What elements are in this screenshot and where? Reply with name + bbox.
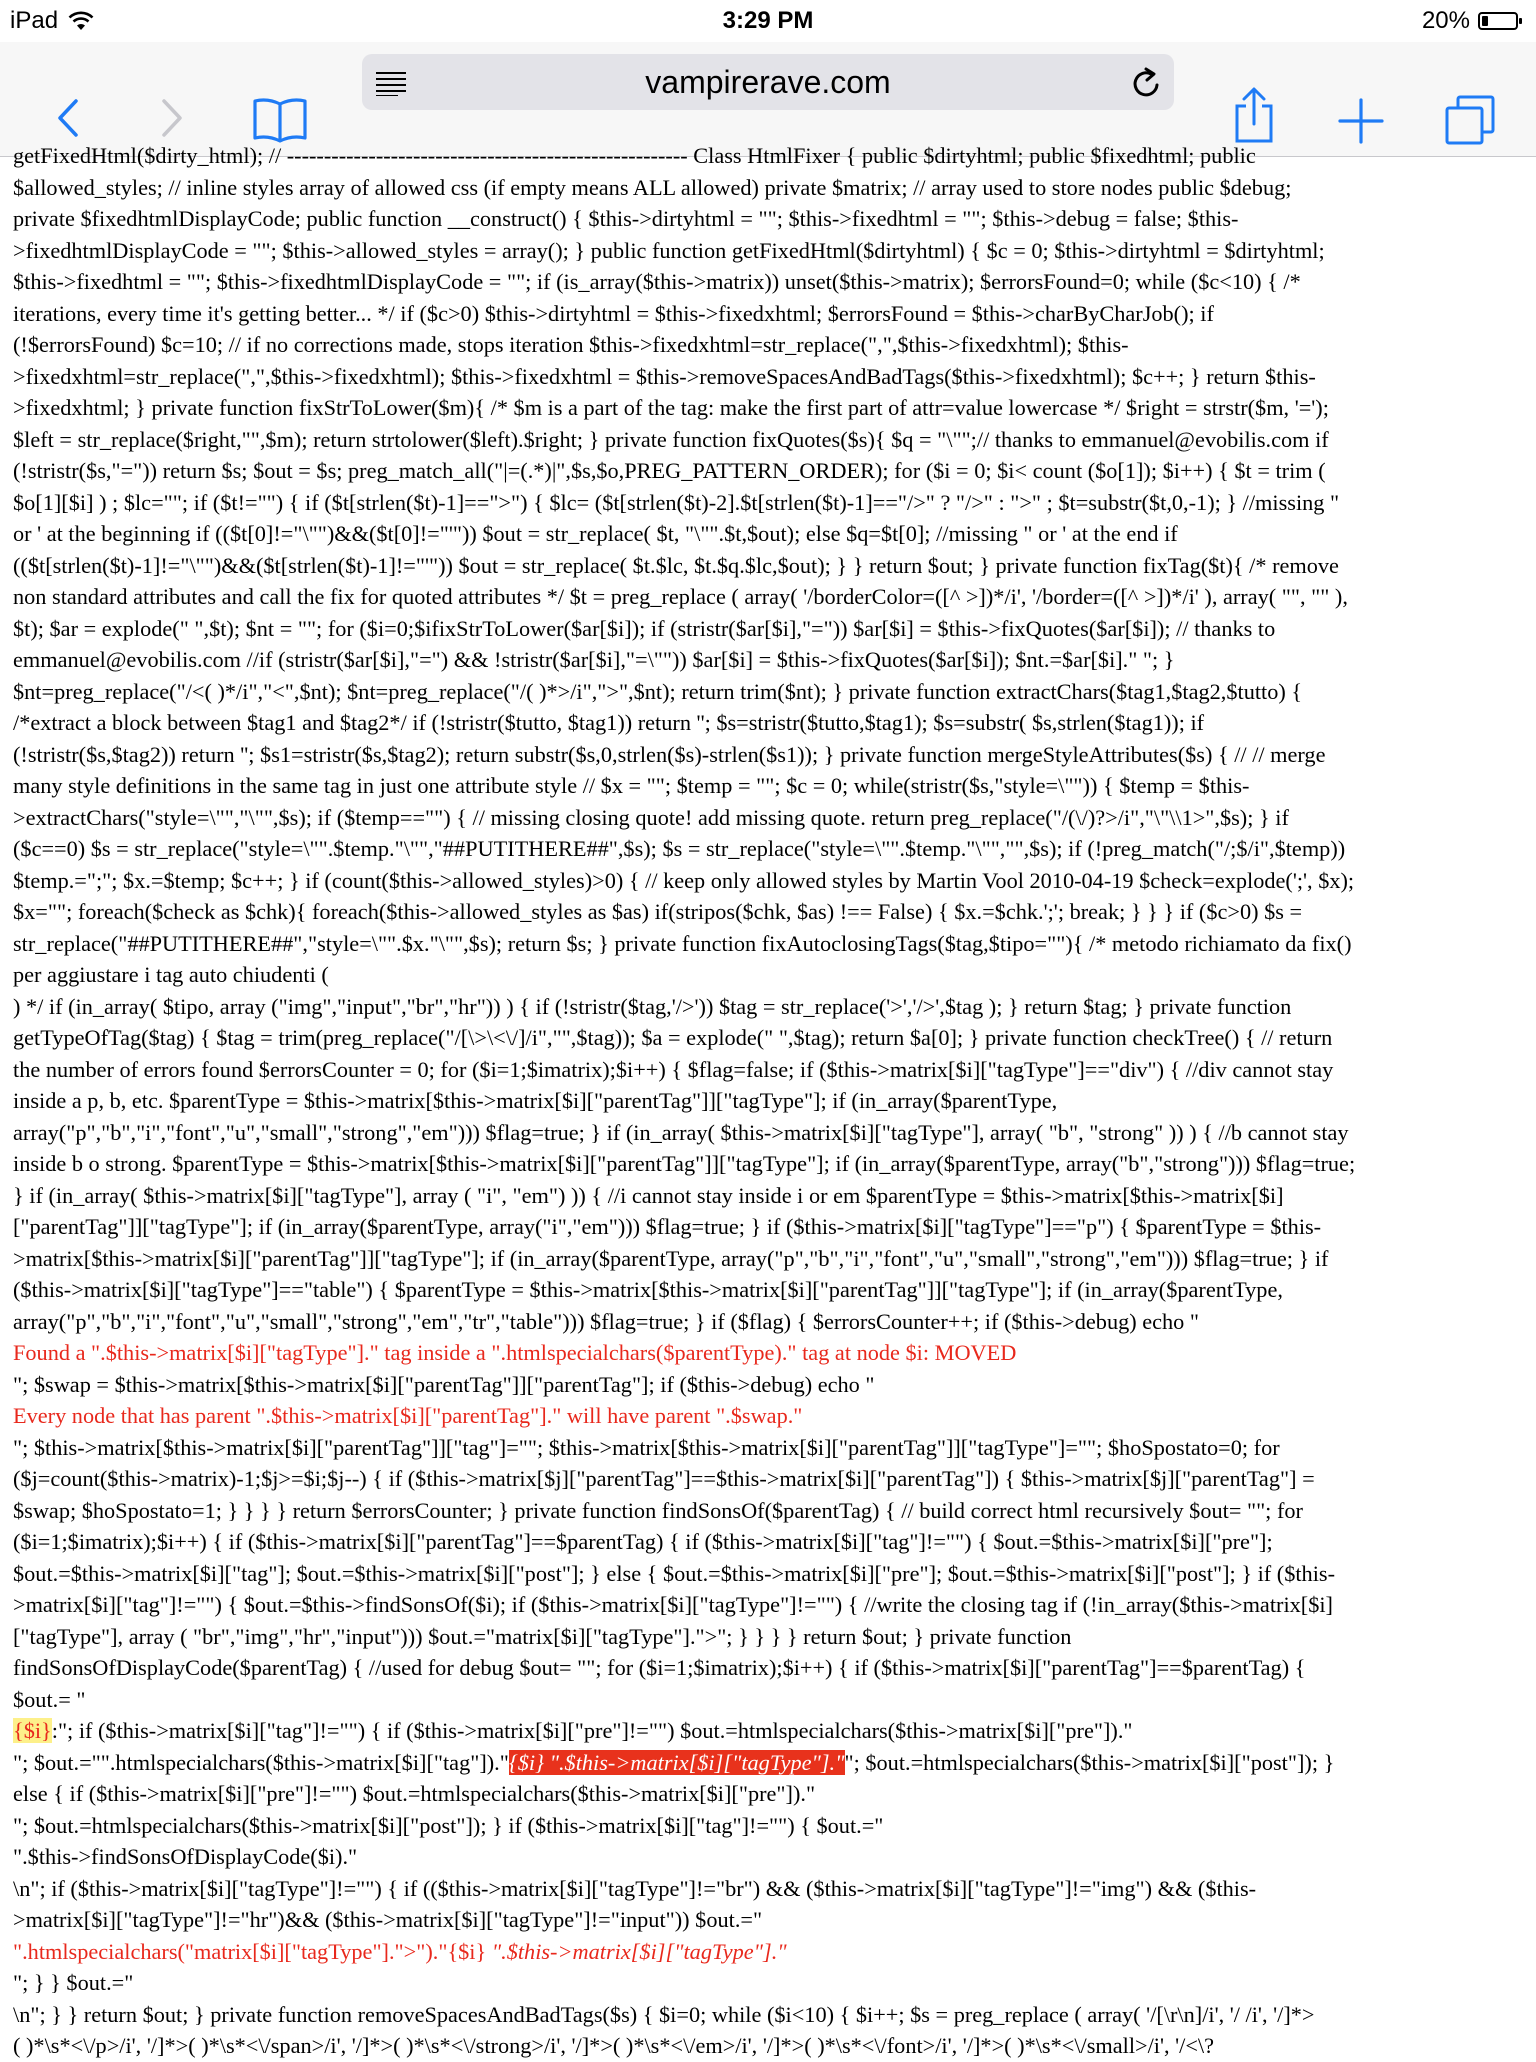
- si-rest: :"; if ($this->matrix[$i]["tag"]!="") { if ($this->matrix[$i]["pre"]!="") $out.=htmlspecialchars($this->matrix[$i]["pre"]).": [51, 1718, 1133, 1743]
- swap-line: "; $swap = $this->matrix[$this->matrix[$i]["parentTag"]]["parentTag"]; if ($this->debug) echo ": [13, 1371, 875, 1397]
- share-icon[interactable]: [1232, 86, 1276, 144]
- back-icon[interactable]: [56, 98, 80, 138]
- tabs-icon[interactable]: [1444, 94, 1496, 146]
- debug-every-node-line: Every node that has parent ".$this->matrix[$i]["parentTag"]." will have parent ".$swap.": [13, 1403, 803, 1428]
- code-block-3: else { if ($this->matrix[$i]["pre"]!="") $out.=htmlspecialchars($this->matrix[$i]["pre"])." "; $out.=htmlspecialchars($this->matrix[$i]["post"]); } if ($this->matrix[$i]["tag"]!="") { $out.=" ".$this->findSonsOfDisplayCode($i)." \n"; if ($this->matrix[$i]["tagType"]!="") { if (($this->matrix[$i]["tagType"]!="br") && ($this->matrix[$i]["tagType"]!="img") && ($this- >matrix[$i]["tagType"]!="hr")&& ($this->matrix[$i]["tagType"]!="input")) $out.=": [13, 1781, 1257, 1932]
- code-block-4: "; } } $out.=" \n"; } } return $out; } private function removeSpacesAndBadTags($s) { $i=0; while ($i<10) { $i++; $s = preg_replace ( array( '/[\r\n]/i', '/ /i', '/]*> ( )*\s*<\/p>/i', '/]*>( )*\s*<\/span>/i', '/]*>( )*\s*<\/strong>/i', '/]*>( )*\s*<\/em>/i', '/]*>( )*\s*<\/font>/i', '/]*>( )*\s*<\/small>/i', '/<\?: [13, 1970, 1315, 2058]
- battery-icon: [1478, 12, 1518, 30]
- out-pre: "; $out.="".htmlspecialchars($this->matrix[$i]["tag"]).": [13, 1749, 509, 1775]
- debug-found-line: Found a ".$this->matrix[$i]["tagType"]." tag inside a ".htmlspecialchars($parentType)." tag at node $i: MOVED: [13, 1340, 1017, 1365]
- red-closing: ".htmlspecialchars("matrix[$i]["tagType"].">").": [13, 1938, 448, 1964]
- battery-percent: 20%: [1421, 7, 1470, 34]
- url-text[interactable]: vampirerave.com: [645, 64, 891, 100]
- clock: 3:29 PM: [722, 7, 814, 34]
- device-name: iPad: [10, 7, 59, 34]
- highlight-si: {$i}: [13, 1718, 52, 1743]
- new-tab-icon[interactable]: [1338, 98, 1384, 144]
- red-closing-italic: ".$this->matrix[$i]["tagType"].": [486, 1938, 787, 1964]
- battery-fill: [1482, 16, 1488, 26]
- code-block-1: getFixedHtml($dirty_html); // ------------------------------------------------------ Class HtmlFixer { public $dirtyhtml; public $fixedhtml; public $allowed_styles; // inline styles array of allowed css (if empty means ALL allowed) private $matrix; // array used to store nodes public $debug; private $fixedhtmlDisplayCode; public function __construct() { $this->dirtyhtml = ""; $this->fixedhtml = ""; $this->debug = false; $this- >fixedhtmlDisplayCode = ""; $this->allowed_styles = array(); } public function getFixedHtml($dirtyhtml) { $c = 0; $this->dirtyhtml = $dirtyhtml; $this->fixedhtml = ""; $this->fixedhtmlDisplayCode = ""; if (is_array($this->matrix)) unset($this->matrix); $errorsFound=0; while ($c<10) { /* iterations, every time it's getting better... */ if ($c>0) $this->dirtyhtml = $this->fixedxhtml; $errorsFound = $this->charByCharJob(); if (!$errorsFound) $c=10; // if no corrections made, stops iteration $this->fixedxhtml=str_replace(",",$this->fixedxhtml); $this- >fixedxhtml=str_replace(",",$this->fixedxhtml); $this->fixedxhtml = $this->removeSpacesAndBadTags($this->fixedxhtml); $c++; } return $this- >fixedxhtml; } private function fixStrToLower($m){ /* $m is a part of the tag: make the first part of attr=value lowercase */ $right = strstr($m, '='); $left = str_replace($right,"",$m); return strtolower($left).$right; } private function fixQuotes($s){ $q = "\"";// thanks to emmanuel@evobilis.com if (!stristr($s,"=")) return $s; $out = $s; preg_match_all("|=(.*)|",$s,$o,PREG_PATTERN_ORDER); for ($i = 0; $i< count ($o[1]); $i++) { $t = trim ( $o[1][$i] ) ; $lc=""; if ($t!="") { if ($t[strlen($t)-1]==">") { $lc= ($t[strlen($t)-2].$t[strlen($t)-1]=="/>" ? "/>" : ">" ; $t=substr($t,0,-1); } //missing " or ' at the beginning if (($t[0]!="\"")&&($t[0]!="'")) $out = str_replace( $t, "\"".$t,$out); else $q=$t[0]; //missing " or ' at the end if (($t[strlen($t)-1]!="\"")&&($t[strlen($t)-1]!="'")) $out = str_replace( $t.$lc, $t.$q.$lc,$out); } } return $out; } private function fixTag($t){ /* remove non standard attributes and call the fix for quoted attributes */ $t = preg_replace ( array( '/borderColor=([^ >])*/i', '/border=([^ >])*/i' ), array( "", "" ), $t); $ar = explode(" ",$t); $nt = ""; for ($i=0;$ifixStrToLower($ar[$i]); if (stristr($ar[$i],"=")) $ar[$i] = $this->fixQuotes($ar[$i]); // thanks to emmanuel@evobilis.com //if (stristr($ar[$i],"=") && !stristr($ar[$i],"=\"")) $ar[$i] = $this->fixQuotes($ar[$i]); $nt.=$ar[$i]." "; } $nt=preg_replace("/<( )*/i","<",$nt); $nt=preg_replace("/( )*>/i",">",$nt); return trim($nt); } private function extractChars($tag1,$tag2,$tutto) { /*extract a block between $tag1 and $tag2*/ if (!stristr($tutto, $tag1)) return ''; $s=stristr($tutto,$tag1); $s=substr( $s,strlen($tag1)); if (!stristr($s,$tag2)) return ''; $s1=stristr($s,$tag2); return substr($s,0,strlen($s)-strlen($s1)); } private function mergeStyleAttributes($s) { // // merge many style definitions in the same tag in just one attribute style // $x = ""; $temp = ""; $c = 0; while(stristr($s,"style=\"")) { $temp = $this- >extractChars("style=\"","\"",$s); if ($temp=="") { // missing closing quote! add missing quote. return preg_replace("/(\/)?>/i","\"\\1>",$s); } if ($c==0) $s = str_replace("style=\"".$temp."\"","##PUTITHERE##",$s); $s = str_replace("style=\"".$temp."\"","",$s); if (!preg_match("/;$/i",$temp)) $temp.=";"; $x.=$temp; $c++; } if (count($this->allowed_styles)>0) { // keep only allowed styles by Martin Vool 2010-04-19 $check=explode(';', $x); $x=""; foreach($check as $chk){ foreach($this->allowed_styles as $as) if(stripos($chk, $as) !== False) { $x.=$chk.';'; break; } } } if ($c>0) $s = str_replace("##PUTITHERE##","style=\"".$x."\"",$s); return $s; } private function fixAutoclosingTags($tag,$tipo=""){ /* metodo richiamato da fix() per aggiustare i tag auto chiudenti ( ) */ if (in_array( $tipo, array ("img","input","br","hr")) ) { if (!stristr($tag,'/>')) $tag = str_replace('>','/>',$tag ); } return $tag; } private function getTypeOfTag($tag) { $tag = trim(preg_replace("/[\>\<\/]/i","",$tag)); $a = explode(" ",$tag); return $a[0]; } private function checkTree() { // return the number of errors found $errorsCounter = 0; for ($i=1;$imatrix);$i++) { $flag=false; if ($this->matrix[$i]["tagType"]=="div") { //div cannot stay inside a p, b, etc. $parentType = $this->matrix[$this->matrix[$i]["parentTag"]]["tagType"]; if (in_array($parentType, array("p","b","i","font","u","small","strong","em"))) $flag=true; } if (in_array( $this->matrix[$i]["tagType"], array( "b", "strong" )) ) { //b cannot stay inside b o strong. $parentType = $this->matrix[$this->matrix[$i]["parentTag"]]["tagType"]; if (in_array($parentType, array("b","strong"))) $flag=true; } if (in_array( $this->matrix[$i]["tagType"], array ( "i", "em") )) { //i cannot stay inside i or em $parentType = $this->matrix[$this->matrix[$i] ["parentTag"]]["tagType"]; if (in_array($parentType, array("i","em"))) $flag=true; } if ($this->matrix[$i]["tagType"]=="p") { $parentType = $this- >matrix[$this->matrix[$i]["parentTag"]]["tagType"]; if (in_array($parentType, array("p","b","i","font","u","small","strong","em"))) $flag=true; } if ($this->matrix[$i]["tagType"]=="table") { $parentType = $this->matrix[$this->matrix[$i]["parentTag"]]["tagType"]; if (in_array($parentType, array("p","b","i","font","u","small","strong","em","tr","table"))) $flag=true; } if ($flag) { $errorsCounter++; if ($this->debug) echo ": [13, 143, 1356, 1334]
- highlight-tag-type: {$i} ".$this->matrix[$i]["tagType"].": [508, 1749, 845, 1775]
- forward-icon[interactable]: [160, 98, 184, 138]
- code-block-2: "; $this->matrix[$this->matrix[$i]["parentTag"]]["tag"]=""; $this->matrix[$this->matrix[$i]["parentTag"]]["tagType"]=""; $hoSpostato=0; for ($j=count($this->matrix)-1;$j>=$i;$j--) { if ($this->matrix[$j]["parentTag"]==$this->matrix[$i]["parentTag"]) { $this->matrix[$j]["parentTag"] = $swap; $hoSpostato=1; } } } } return $errorsCounter; } private function findSonsOf($parentTag) { // build correct html recursively $out= ""; for ($i=1;$imatrix);$i++) { if ($this->matrix[$i]["parentTag"]==$parentTag) { if ($this->matrix[$i]["tag"]!="") { $out.=$this->matrix[$i]["pre"]; $out.=$this->matrix[$i]["tag"]; $out.=$this->matrix[$i]["post"]; } else { $out.=$this->matrix[$i]["pre"]; $out.=$this->matrix[$i]["post"]; } if ($this- >matrix[$i]["tag"]!="") { $out.=$this->findSonsOf($i); if ($this->matrix[$i]["tagType"]!="") { //write the closing tag if (!in_array($this->matrix[$i] ["tagType"], array ( "br","img","hr","input"))) $out.="matrix[$i]["tagType"].">"; } } } } return $out; } private function findSonsOfDisplayCode($parentTag) { //used for debug $out= ""; for ($i=1;$imatrix);$i++) { if ($this->matrix[$i]["parentTag"]==$parentTag) { $out.= ": [13, 1434, 1336, 1712]
- page-text: [13, 140, 1523, 2062]
- reload-icon[interactable]: [1132, 67, 1162, 99]
- out-post: "; $out.=htmlspecialchars($this->matrix[$i]["post"]); }: [844, 1749, 1335, 1775]
- address-bar[interactable]: [362, 54, 1174, 110]
- red-closing-si: {$i}: [447, 1938, 487, 1964]
- status-bar: [0, 0, 1536, 42]
- bookmarks-icon[interactable]: [252, 96, 308, 144]
